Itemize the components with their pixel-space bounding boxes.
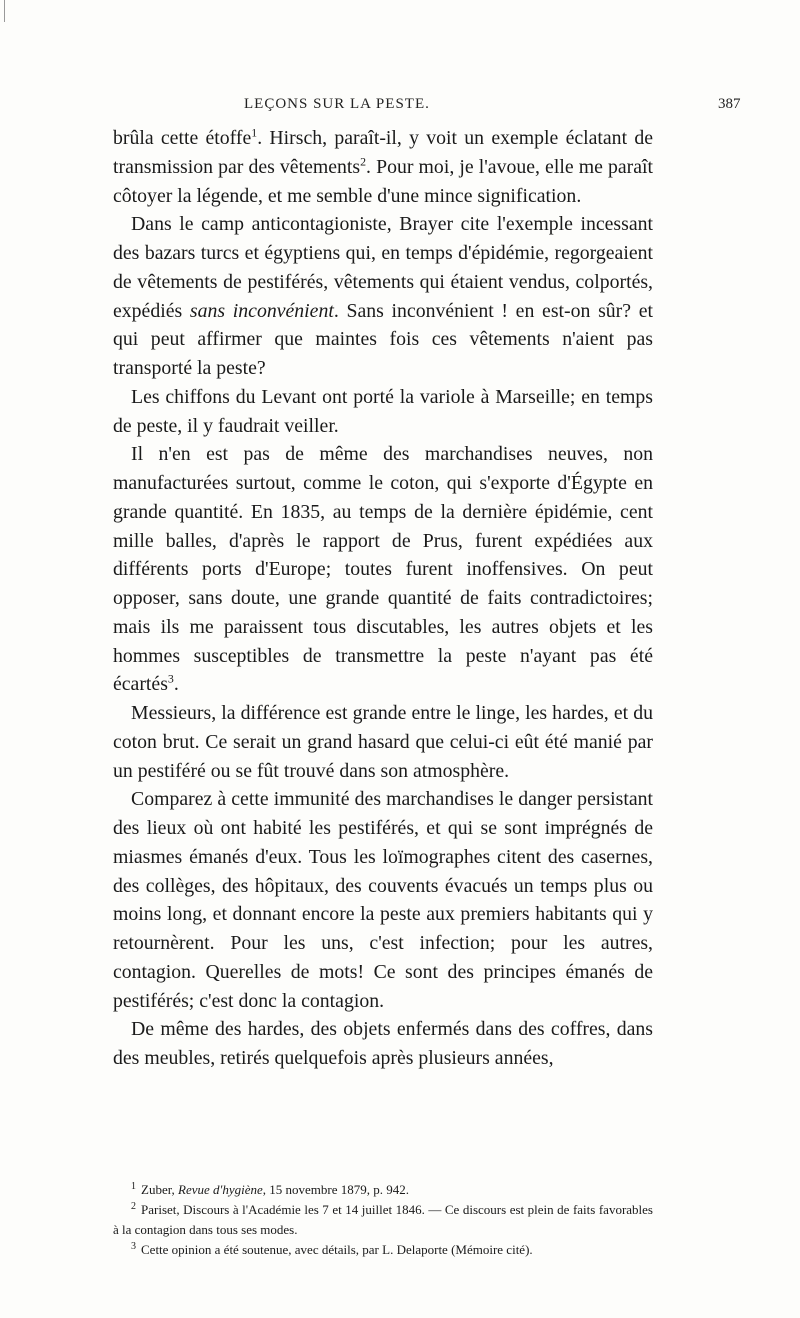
- footnote-2-marker: 2: [131, 1200, 136, 1212]
- paragraph-2: [113, 210, 653, 383]
- footnote-1-text-a: Zuber,: [141, 1182, 179, 1197]
- footnote-3-marker: 3: [131, 1240, 136, 1252]
- paragraph-1-text-b: . Hirsch, paraît-il, y voit un exemple éclatant de transmission par des vêtements: [113, 127, 653, 178]
- paragraph-1-text-c: . Pour moi, je l'avoue, elle me paraît côtoyer la légende, et me semble d'une mince signification.: [113, 155, 653, 207]
- paragraph-1: [113, 124, 653, 210]
- paragraph-7: De même des hardes, des objets enfermés dans des coffres, dans des meubles, retirés quelquefois après plusieurs années,: [113, 1018, 653, 1069]
- page-number: 387: [718, 96, 741, 112]
- paragraph-1-text-a: brûla cette étoffe: [113, 127, 252, 149]
- footnote-1-journal: Revue d'hygiène: [178, 1182, 263, 1197]
- footnote-1-text-b: , 15 novembre 1879, p. 942.: [262, 1182, 409, 1197]
- footnote-1: [113, 1180, 653, 1200]
- footnote-ref-2: 2: [360, 154, 367, 169]
- paragraph-5: Messieurs, la différence est grande entre le linge, les hardes, et du coton brut. Ce serait un grand hasard que celui-ci eût été manié par un pestiféré ou se fût trouvé dans son atmosphère.: [113, 702, 653, 782]
- paragraph-6: Comparez à cette immunité des marchandises le danger persistant des lieux où ont habité les pestiférés, et qui se sont imprégnés de miasmes émanés d'eux. Tous les loïmographes citent des casernes, des collèges, des hôpitaux, des couvents évacués un temps plus ou moins long, et donnant encore la peste aux premiers habitants qui y retournèrent. Pour les uns, c'est infection; pour les autres, contagion. Querelles de mots! Ce sont des principes émanés de pestiférés; c'est donc la contagion.: [113, 788, 653, 1012]
- footnote-2-text: Pariset, Discours à l'Académie les 7 et 14 juillet 1846. — Ce discours est plein de faits favorables à la contagion dans tous ses modes.: [113, 1202, 653, 1237]
- paragraph-2-text-b: . Sans inconvénient ! en est-on sûr? et qui peut affirmer que maintes fois ces vêtements n'aient pas transporté la peste?: [113, 299, 654, 379]
- paragraph-2-text-a: Dans le camp anticontagioniste, Brayer cite l'exemple incessant des bazars turcs et égyptiens qui, en temps d'épidémie, regorgeaient de vêtements de pestiférés, vêtements qui étaient vendus, colportés, expédiés: [113, 213, 653, 322]
- body-text: [113, 124, 653, 1073]
- emphasis-sans-inconvenient: sans inconvénient: [189, 299, 334, 322]
- paragraph-4-text-a: Il n'en est pas de même des marchandises neuves, non manufacturées surtout, comme le coton, qui s'exporte d'Égypte en grande quantité. En 1835, au temps de la dernière épidémie, cent mille balles, d'après le rapport de Prus, furent expédiées aux différents ports d'Europe; toutes furent inoffensives. On peut opposer, sans doute, une grande quantité de faits contradictoires; mais ils me paraissent tous discutables, les autres objets et les hommes susceptibles de transmettre la peste n'ayant pas été écartés: [113, 443, 653, 696]
- footnote-2: [113, 1200, 653, 1240]
- footnote-3-text: Cette opinion a été soutenue, avec détails, par L. Delaporte (Mémoire cité).: [141, 1242, 533, 1257]
- footnote-3: [113, 1240, 653, 1260]
- page-edge-mark: [4, 0, 5, 22]
- paragraph-4: [113, 440, 653, 699]
- paragraph-3: Les chiffons du Levant ont porté la variole à Marseille; en temps de peste, il y faudrait veiller.: [113, 385, 653, 437]
- footnote-1-marker: 1: [131, 1180, 136, 1192]
- page-header: [0, 96, 800, 120]
- paragraph-4-text-b: .: [173, 673, 179, 696]
- running-head: LEÇONS SUR LA PESTE.: [244, 96, 430, 112]
- footnotes: [113, 1180, 653, 1260]
- footnote-ref-1: 1: [251, 125, 258, 140]
- footnote-ref-3: 3: [167, 671, 174, 686]
